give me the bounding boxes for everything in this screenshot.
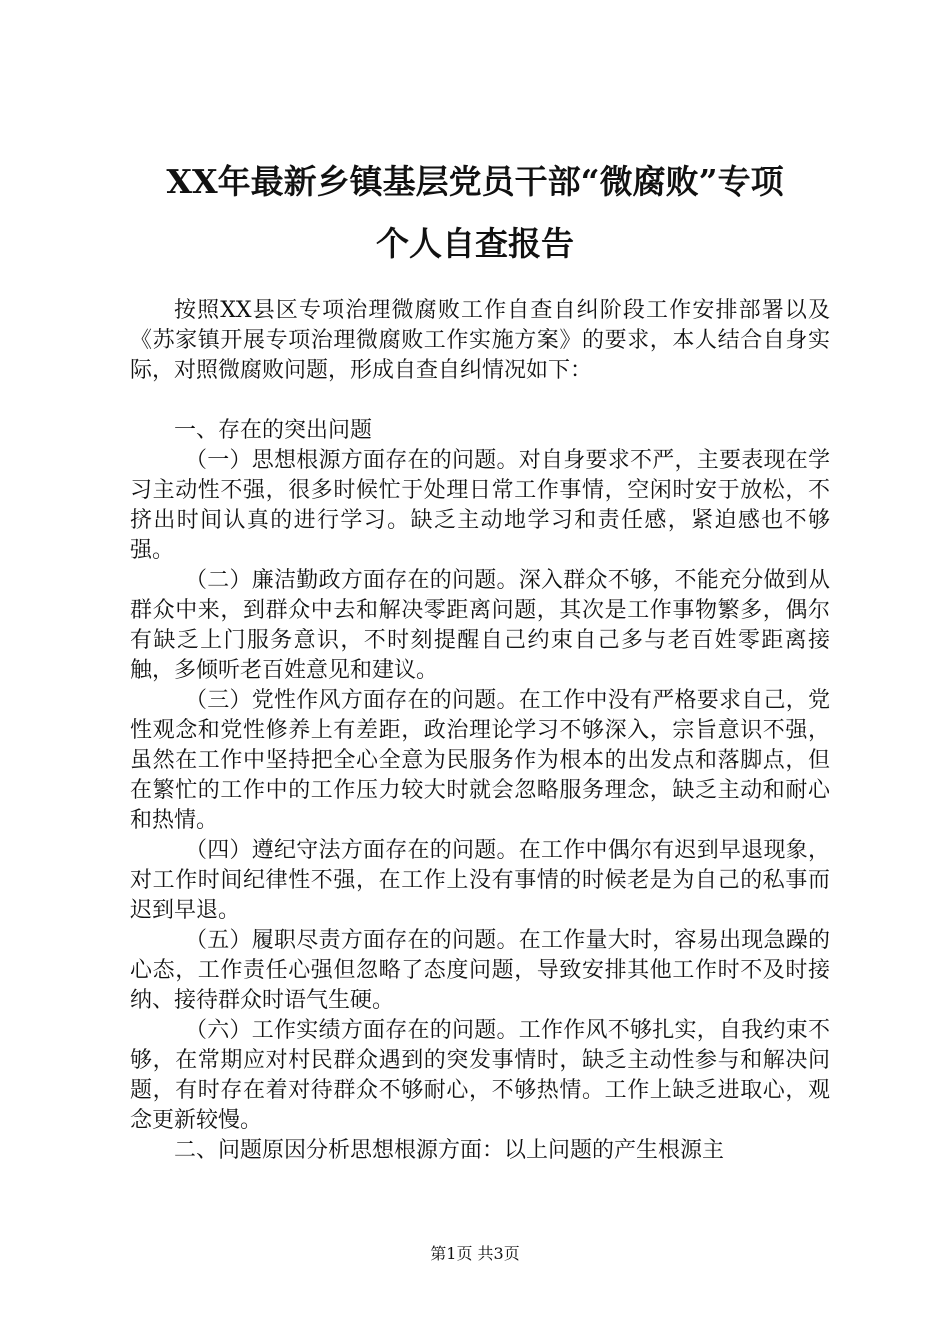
paragraph-issue-2: （二）廉洁勤政方面存在的问题。深入群众不够，不能充分做到从群众中来，到群众中去和解决零距离问题，其次是工作事物繁多，偶尔有缺乏上门服务意识，不时刻提醒自己约束自己多与老百姓零距离接触，多倾听老百姓意见和建议。 — [130, 568, 830, 683]
page-number-footer: 第1页 共3页 — [430, 1244, 520, 1263]
section-heading-1: 一、存在的突出问题 — [174, 418, 373, 443]
paragraph-issue-4: （四）遵纪守法方面存在的问题。在工作中偶尔有迟到早退现象，对工作时间纪律性不强，在工作上没有事情的时候老是为自己的私事而迟到早退。 — [130, 838, 830, 923]
document-title-line-1: XX年最新乡镇基层党员干部“微腐败”专项 — [166, 162, 784, 201]
section-heading-2: 二、问题原因分析思想根源方面：以上问题的产生根源主 — [174, 1138, 725, 1163]
paragraph-issue-3: （三）党性作风方面存在的问题。在工作中没有严格要求自己，党性观念和党性修养上有差距，政治理论学习不够深入，宗旨意识不强，虽然在工作中坚持把全心全意为民服务作为根本的出发点和落脚点，但在繁忙的工作中的工作压力较大时就会忽略服务理念，缺乏主动和耐心和热情。 — [130, 688, 830, 833]
document-title-line-2: 个人自查报告 — [376, 224, 574, 263]
paragraph-issue-5: （五）履职尽责方面存在的问题。在工作量大时，容易出现急躁的心态，工作责任心强但忽略了态度问题，导致安排其他工作时不及时接纳、接待群众时语气生硬。 — [130, 928, 830, 1013]
paragraph-issue-6: （六）工作实绩方面存在的问题。工作作风不够扎实，自我约束不够，在常期应对村民群众遇到的突发事情时，缺乏主动性参与和解决问题，有时存在着对待群众不够耐心，不够热情。工作上缺乏进取心，观念更新较慢。 — [130, 1018, 830, 1133]
paragraph-issue-1: （一）思想根源方面存在的问题。对自身要求不严，主要表现在学习主动性不强，很多时候忙于处理日常工作事情，空闲时安于放松，不挤出时间认真的进行学习。缺乏主动地学习和责任感，紧迫感也不够强。 — [130, 448, 830, 563]
document-body — [130, 296, 830, 1166]
intro-paragraph: 按照XX县区专项治理微腐败工作自查自纠阶段工作安排部署以及《苏家镇开展专项治理微腐败工作实施方案》的要求，本人结合自身实际，对照微腐败问题，形成自查自纠情况如下： — [130, 298, 830, 383]
